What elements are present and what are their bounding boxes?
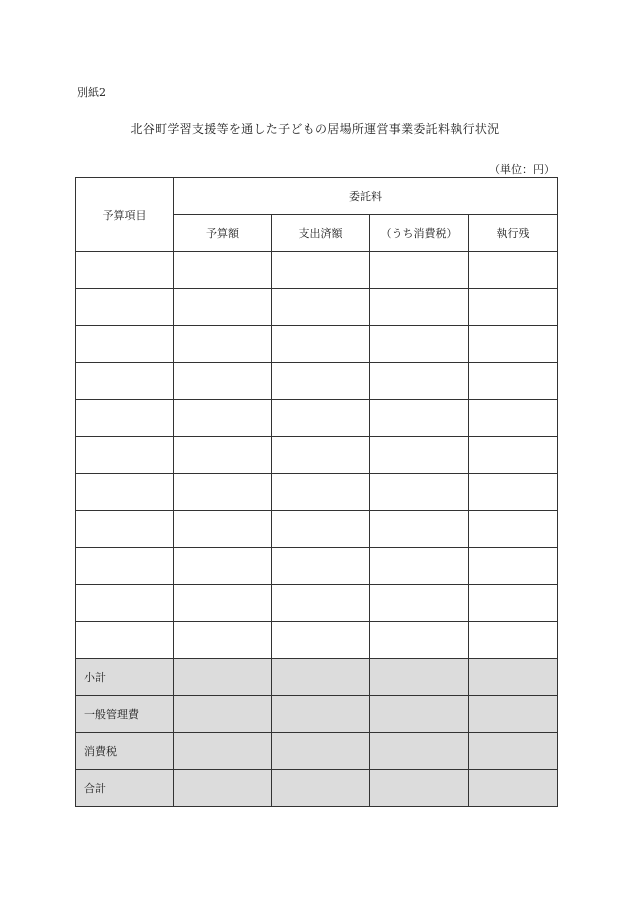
table-cell — [370, 400, 469, 437]
table-cell — [76, 326, 174, 363]
table-cell — [76, 474, 174, 511]
summary-cell — [469, 696, 558, 733]
table-cell — [370, 437, 469, 474]
table-cell — [370, 622, 469, 659]
header-expended-amount: 支出済額 — [272, 215, 370, 252]
unit-note: （単位：円） — [489, 163, 555, 176]
summary-row-label: 小計 — [76, 659, 174, 696]
summary-cell — [469, 733, 558, 770]
summary-row-label: 合計 — [76, 770, 174, 807]
table-cell — [174, 511, 272, 548]
attachment-label: 別紙2 — [77, 86, 106, 99]
document-title: 北谷町学習支援等を通した子どもの居場所運営事業委託料執行状況 — [130, 122, 500, 136]
summary-cell — [272, 733, 370, 770]
summary-row-label: 消費税 — [76, 733, 174, 770]
table-cell — [76, 511, 174, 548]
table-body — [76, 252, 558, 807]
table-cell — [272, 326, 370, 363]
table-cell — [370, 585, 469, 622]
table-cell — [272, 437, 370, 474]
summary-cell — [174, 770, 272, 807]
table-cell — [370, 326, 469, 363]
table-cell — [469, 437, 558, 474]
table-cell — [469, 400, 558, 437]
table-cell — [174, 363, 272, 400]
table-row — [76, 400, 558, 437]
table-cell — [174, 437, 272, 474]
table-cell — [370, 474, 469, 511]
table-cell — [76, 363, 174, 400]
table-cell — [76, 585, 174, 622]
summary-cell — [370, 770, 469, 807]
table-row — [76, 511, 558, 548]
table-cell — [174, 400, 272, 437]
table-cell — [76, 437, 174, 474]
table-cell — [272, 252, 370, 289]
summary-cell — [370, 696, 469, 733]
table-cell — [370, 511, 469, 548]
table-cell — [469, 474, 558, 511]
header-consumption-tax: （うち消費税） — [370, 215, 469, 252]
table-cell — [469, 622, 558, 659]
table-cell — [76, 289, 174, 326]
table-cell — [174, 548, 272, 585]
table-cell — [174, 622, 272, 659]
table-cell — [469, 585, 558, 622]
summary-row — [76, 659, 558, 696]
summary-cell — [272, 770, 370, 807]
summary-row — [76, 696, 558, 733]
summary-cell — [272, 696, 370, 733]
table-row — [76, 474, 558, 511]
table-row — [76, 622, 558, 659]
header-commission-fee: 委託料 — [174, 178, 558, 215]
table-cell — [174, 474, 272, 511]
table-cell — [174, 585, 272, 622]
table-cell — [469, 548, 558, 585]
table-cell — [469, 252, 558, 289]
header-budget-amount: 予算額 — [174, 215, 272, 252]
table-cell — [272, 400, 370, 437]
table-row — [76, 326, 558, 363]
table-row — [76, 252, 558, 289]
table-cell — [469, 326, 558, 363]
budget-table — [75, 177, 558, 807]
table-cell — [469, 289, 558, 326]
table-cell — [174, 289, 272, 326]
summary-row — [76, 770, 558, 807]
summary-cell — [272, 659, 370, 696]
header-remaining-balance: 執行残 — [469, 215, 558, 252]
summary-cell — [174, 659, 272, 696]
table-cell — [174, 326, 272, 363]
table-cell — [272, 585, 370, 622]
table-cell — [272, 548, 370, 585]
table-row — [76, 289, 558, 326]
summary-row-label: 一般管理費 — [76, 696, 174, 733]
table-cell — [370, 363, 469, 400]
table-cell — [272, 474, 370, 511]
table-cell — [76, 400, 174, 437]
table-cell — [272, 511, 370, 548]
summary-cell — [174, 733, 272, 770]
table-cell — [469, 511, 558, 548]
table-row — [76, 437, 558, 474]
summary-row — [76, 733, 558, 770]
table-cell — [469, 363, 558, 400]
table-cell — [76, 548, 174, 585]
table-cell — [76, 252, 174, 289]
table-cell — [76, 622, 174, 659]
table-cell — [174, 252, 272, 289]
summary-cell — [370, 733, 469, 770]
table-cell — [370, 252, 469, 289]
table-cell — [272, 289, 370, 326]
table-row — [76, 363, 558, 400]
table-cell — [272, 622, 370, 659]
table-cell — [370, 548, 469, 585]
table-row — [76, 585, 558, 622]
summary-cell — [174, 696, 272, 733]
summary-cell — [469, 659, 558, 696]
summary-cell — [469, 770, 558, 807]
table-cell — [272, 363, 370, 400]
table-row — [76, 548, 558, 585]
summary-cell — [370, 659, 469, 696]
table-cell — [370, 289, 469, 326]
header-budget-item: 予算項目 — [76, 178, 174, 252]
